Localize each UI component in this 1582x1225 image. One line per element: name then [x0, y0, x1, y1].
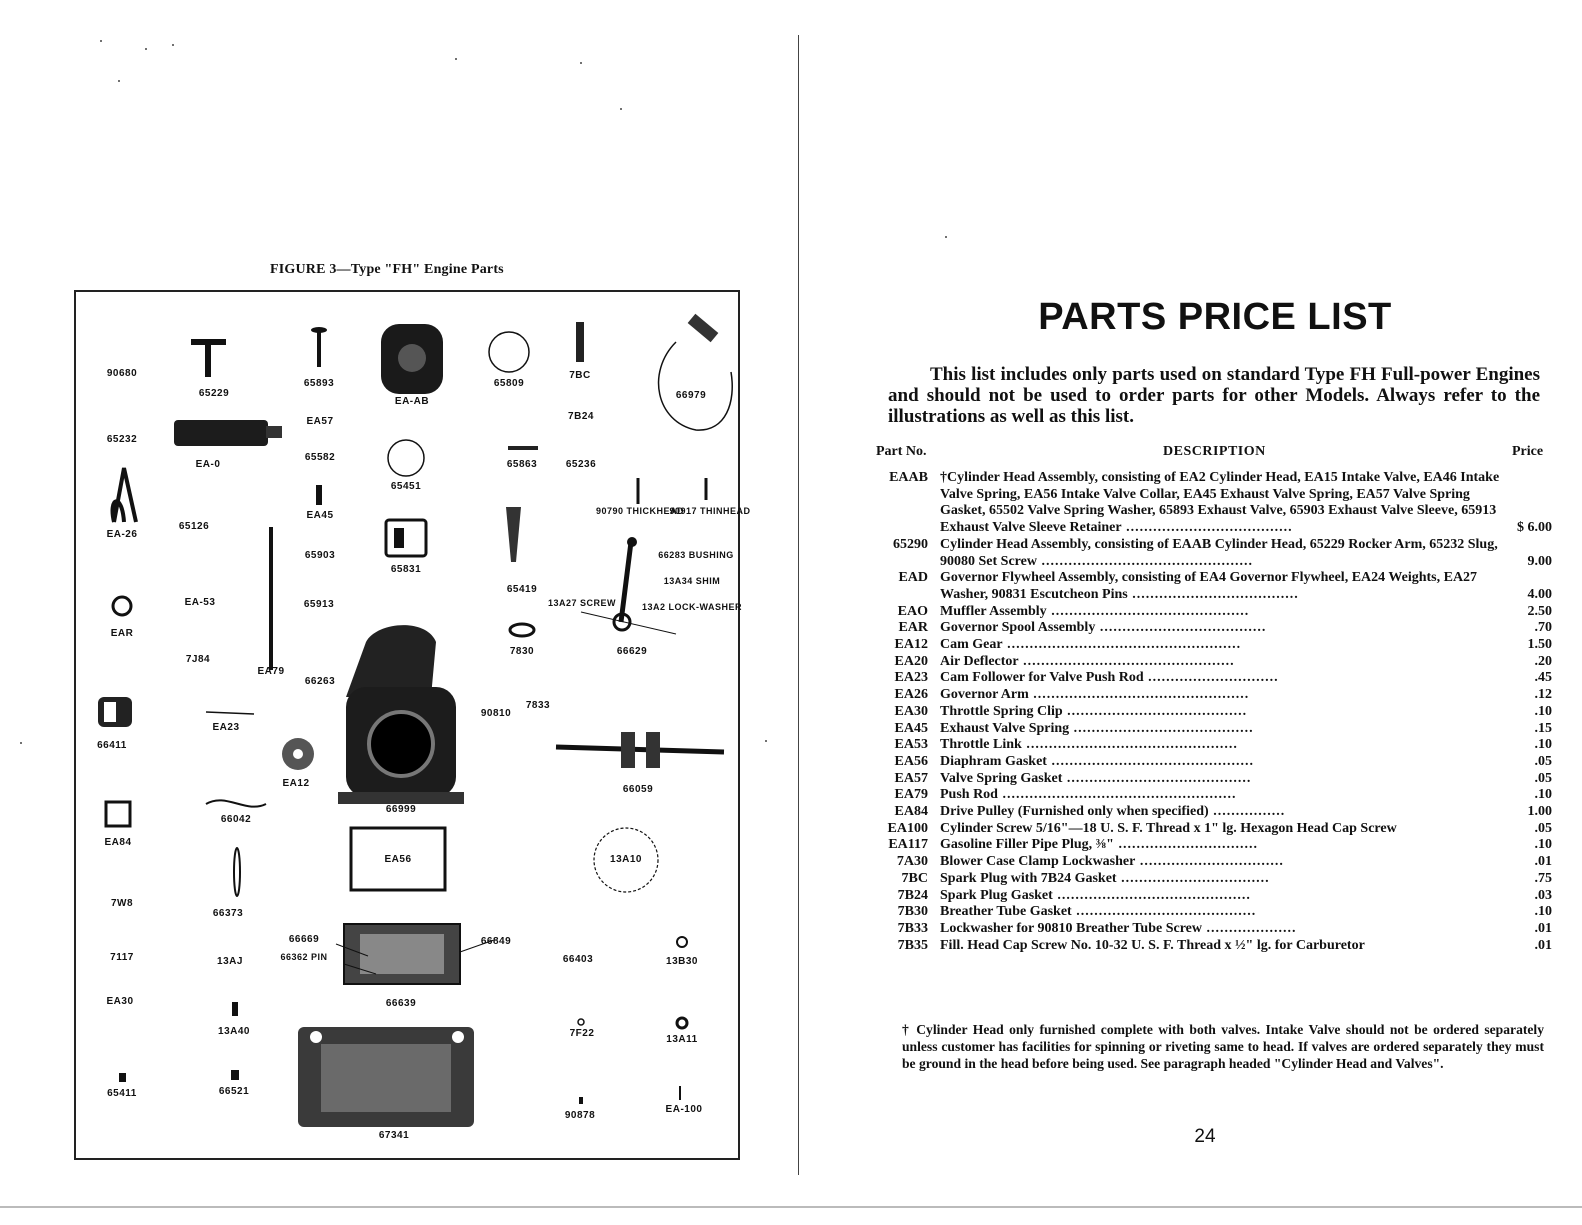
bottom-rule	[0, 1206, 1582, 1208]
table-row	[870, 938, 1552, 955]
part-label: 7833	[525, 700, 551, 711]
part-label: 66411	[97, 740, 127, 751]
part-description: Gasoline Filler Pipe Plug, ⅜" ...............................	[940, 837, 1258, 853]
part-label: EA30	[106, 996, 134, 1007]
column-header-description: DESCRIPTION	[1163, 444, 1266, 459]
part-description: Governor Spool Assembly .....................................	[940, 620, 1267, 636]
part-label: 65903	[304, 550, 336, 561]
part-label: 66263	[304, 676, 336, 687]
part-description: Breather Tube Gasket ........................................	[940, 904, 1257, 920]
part-number: EAD	[898, 570, 928, 586]
part-price: .05	[1534, 753, 1552, 769]
dot-leader: .....................................	[1095, 620, 1267, 636]
part-description: Spark Plug with 7B24 Gasket .................................	[940, 870, 1270, 886]
part-description: Diaphram Gasket .............................................	[940, 753, 1254, 769]
part-description: Lockwasher for 90810 Breather Tube Screw ....................	[940, 920, 1297, 936]
part-price: .75	[1534, 870, 1552, 886]
speck	[20, 742, 22, 744]
table-row	[870, 904, 1552, 921]
speck	[172, 44, 174, 46]
part-label: 66042	[220, 814, 252, 825]
part-price: .70	[1534, 620, 1552, 636]
part-label: 13A34 SHIM	[663, 576, 721, 586]
page-gutter	[798, 35, 799, 1175]
table-row	[870, 537, 1552, 570]
part-label: EA23	[212, 722, 240, 733]
dot-leader: .........................................	[1062, 770, 1252, 786]
part-number: 7B24	[897, 887, 928, 903]
speck	[100, 40, 102, 42]
dot-leader: ....................................................	[1002, 637, 1242, 652]
part-label: 90790 THICKHEAD	[595, 506, 685, 516]
table-row	[870, 620, 1552, 637]
engine-parts-illustration	[76, 292, 738, 1158]
table-row	[870, 654, 1552, 671]
dot-leader: ....................	[1202, 920, 1297, 936]
dot-leader: ....................................................	[997, 787, 1237, 803]
part-number: EAO	[897, 603, 928, 619]
part-label: EA-AB	[394, 396, 430, 407]
part-number: EAR	[898, 620, 928, 636]
part-label: EAR	[110, 628, 134, 639]
table-row	[870, 771, 1552, 788]
dot-leader: ...............................	[1113, 837, 1258, 853]
table-row	[870, 921, 1552, 938]
part-number: 7BC	[901, 870, 928, 886]
part-number: EA23	[894, 670, 928, 686]
dot-leader: ................................................	[1028, 687, 1250, 703]
part-price: .20	[1534, 653, 1552, 669]
part-label: 66059	[622, 784, 654, 795]
table-row	[870, 637, 1552, 654]
part-label: 13A2 LOCK-WASHER	[641, 602, 743, 612]
table-row	[870, 837, 1552, 854]
table-row	[870, 754, 1552, 771]
dot-leader: ...........................................	[1052, 887, 1251, 903]
part-description: Air Deflector ...............................................	[940, 653, 1235, 669]
part-label: 65229	[198, 388, 230, 399]
table-row	[870, 470, 1552, 537]
part-label: 66521	[218, 1086, 250, 1097]
part-label: EA84	[104, 837, 132, 848]
part-number: EA56	[894, 753, 928, 769]
part-label: 66999	[385, 804, 417, 815]
part-price: .10	[1534, 703, 1552, 719]
page-title: PARTS PRICE LIST	[1038, 296, 1392, 338]
table-row	[870, 871, 1552, 888]
dot-leader: ...............................................	[1021, 737, 1238, 753]
part-number: EA100	[887, 820, 928, 836]
part-description: Valve Spring Gasket .........................................	[940, 770, 1252, 786]
part-label: 7BC	[569, 370, 591, 381]
part-label: 65893	[303, 378, 335, 389]
part-number: EA79	[894, 787, 928, 803]
part-price: .45	[1534, 670, 1552, 686]
part-label: 66979	[675, 390, 707, 401]
part-price: .05	[1534, 820, 1552, 836]
part-label: EA-53	[184, 597, 216, 608]
part-price: .01	[1534, 854, 1552, 870]
dot-leader: ........................................	[1062, 703, 1248, 719]
part-label: 66362 PIN	[280, 952, 328, 962]
dot-leader: ........................................	[1069, 720, 1254, 736]
dot-leader: .............................................	[1046, 753, 1254, 769]
part-number: EA53	[894, 737, 928, 753]
speck	[455, 58, 457, 60]
part-label: 66639	[385, 998, 417, 1009]
part-label: EA79	[257, 666, 285, 677]
dot-leader: ...............................................	[1036, 553, 1253, 569]
page-number: 24	[1194, 1126, 1216, 1147]
table-row	[870, 687, 1552, 704]
part-description: Governor Flywheel Assembly, consisting of EA4 Governor Flywheel, EA24 Weights, EA27 Washer, 90831 Escutcheon Pins .....................................	[940, 570, 1478, 602]
table-row	[870, 737, 1552, 754]
part-label: EA12	[282, 778, 310, 789]
part-number: EA57	[894, 770, 928, 786]
part-price: .10	[1534, 737, 1552, 753]
part-description: Cylinder Screw 5/16"—18 U. S. F. Thread x 1" lg. Hexagon Head Cap Screw	[940, 820, 1397, 836]
dot-leader: .....................................	[1121, 520, 1293, 536]
part-label: 65411	[107, 1088, 137, 1099]
part-label: 7F22	[569, 1028, 595, 1039]
part-label: EA45	[306, 510, 334, 521]
part-label: 66629	[616, 646, 648, 657]
part-label: 13A40	[218, 1026, 250, 1037]
part-label: 65913	[303, 599, 335, 610]
part-label: 7B24	[568, 411, 594, 422]
part-number: 7B30	[897, 904, 928, 920]
part-number: EA84	[894, 804, 928, 820]
part-description: Push Rod ....................................................	[940, 787, 1237, 803]
part-label: 65582	[304, 452, 336, 463]
part-description: Drive Pulley (Furnished only when specified) ................	[940, 804, 1286, 820]
part-label: 13A11	[666, 1034, 698, 1045]
part-price: .05	[1534, 770, 1552, 786]
part-label: 7W8	[110, 898, 134, 909]
price-table	[870, 470, 1552, 954]
part-description: Muffler Assembly ............................................	[940, 603, 1250, 619]
dot-leader: .....................................	[1127, 586, 1299, 602]
part-number: EA26	[894, 687, 928, 703]
table-row	[870, 704, 1552, 721]
figure-caption: FIGURE 3—Type "FH" Engine Parts	[270, 262, 504, 277]
table-row	[870, 888, 1552, 905]
part-label: 65236	[565, 459, 597, 470]
part-price: .01	[1534, 937, 1552, 953]
table-row	[870, 804, 1552, 821]
part-price: 1.50	[1527, 637, 1552, 652]
part-label: 7117	[110, 952, 134, 963]
part-price: 2.50	[1527, 603, 1552, 619]
part-price: .10	[1534, 904, 1552, 920]
part-label: 66373	[212, 908, 244, 919]
part-number: EA20	[894, 653, 928, 669]
part-label: 65126	[178, 521, 210, 532]
part-label: 65831	[390, 564, 422, 575]
part-number: 7A30	[896, 854, 928, 870]
part-price: .12	[1534, 687, 1552, 703]
part-number: EA30	[894, 703, 928, 719]
part-label: 66283 BUSHING	[658, 550, 734, 560]
footnote: † Cylinder Head only furnished complete with both valves. Intake Valve should not be ordered separately unless customer has facilities for spinning or riveting same to head. If valves are ordered separately they must be ground in the head before being used. See paragraph headed "Cylinder Head and Valves".	[902, 1022, 1544, 1071]
part-description: Spark Plug Gasket ...........................................	[940, 887, 1251, 903]
part-price: .01	[1534, 920, 1552, 936]
part-label: 7J84	[185, 654, 211, 665]
part-label: 13A27 SCREW	[547, 598, 617, 608]
table-row	[870, 604, 1552, 621]
dot-leader: .............................	[1143, 670, 1279, 686]
part-label: EA56	[384, 854, 412, 865]
part-label: 90917 THINHEAD	[669, 506, 751, 516]
part-label: 66669	[288, 934, 320, 945]
part-description: Cam Follower for Valve Push Rod .............................	[940, 670, 1279, 686]
part-description: Exhaust Valve Spring ........................................	[940, 720, 1254, 736]
part-label: 65809	[493, 378, 525, 389]
dot-leader: ............................................	[1046, 603, 1250, 619]
part-number: EA12	[894, 637, 928, 652]
speck	[620, 108, 622, 110]
speck	[945, 236, 947, 238]
table-row	[870, 787, 1552, 804]
part-label: EA-100	[665, 1104, 703, 1115]
part-label: 90680	[106, 368, 138, 379]
dot-leader: .................................	[1116, 870, 1270, 886]
speck	[145, 48, 147, 50]
table-row	[870, 570, 1552, 603]
part-number: 7B35	[897, 937, 928, 953]
part-price: .10	[1534, 787, 1552, 803]
part-label: 13A10	[610, 854, 642, 865]
table-row	[870, 821, 1552, 838]
dot-leader: ........................................	[1071, 904, 1257, 920]
part-number: 65290	[893, 536, 928, 552]
part-price: $ 6.00	[1517, 520, 1552, 536]
part-label: 66403	[562, 954, 594, 965]
intro-paragraph: This list includes only parts used on standard Type FH Full-power Engines and should not be used to order parts for other Models. Always refer to the illustrations as well as this list.	[888, 364, 1540, 427]
part-description: Fill. Head Cap Screw No. 10-32 U. S. F. Thread x ½" lg. for Carburetor	[940, 937, 1365, 953]
part-label: 66849	[480, 936, 512, 947]
part-number: EAAB	[889, 470, 928, 485]
part-price: .10	[1534, 837, 1552, 853]
column-header-price: Price	[1512, 444, 1544, 459]
part-number: EA45	[894, 720, 928, 736]
part-description: Cam Gear ....................................................	[940, 637, 1242, 652]
column-header-part-no: Part No.	[876, 444, 927, 459]
part-number: 7B33	[897, 920, 928, 936]
part-price: 9.00	[1527, 553, 1552, 569]
part-label: 7830	[509, 646, 535, 657]
part-label: 65232	[106, 434, 138, 445]
part-description: Cylinder Head Assembly, consisting of EAAB Cylinder Head, 65229 Rocker Arm, 65232 Slug, 90080 Set Screw ...............................................	[940, 536, 1498, 569]
part-description: Blower Case Clamp Lockwasher ................................	[940, 854, 1284, 870]
part-label: 65451	[390, 481, 422, 492]
speck	[118, 80, 120, 82]
part-label: 67341	[378, 1130, 410, 1141]
part-price: 4.00	[1527, 586, 1552, 602]
speck	[580, 62, 582, 64]
part-description: †Cylinder Head Assembly, consisting of EA2 Cylinder Head, EA15 Intake Valve, EA46 Intake Valve Spring, EA56 Intake Valve Collar, EA45 Exhaust Valve Spring, EA57 Valve Spring Gasket, 65502 Valve Spring Washer, 65893 Exhaust Valve, 65903 Exhaust Valve Sleeve, 65913 Exhaust Valve Sleeve Retainer .....................................	[940, 470, 1500, 536]
part-label: EA57	[306, 416, 334, 427]
part-description: Throttle Link ...............................................	[940, 737, 1238, 753]
dot-leader: ...............................................	[1018, 653, 1235, 669]
part-label: 65419	[506, 584, 538, 595]
part-label: 13B30	[666, 956, 698, 967]
speck	[765, 740, 767, 742]
part-price: .03	[1534, 887, 1552, 903]
table-row	[870, 854, 1552, 871]
part-label: EA-26	[106, 529, 138, 540]
part-label: 13AJ	[217, 956, 243, 967]
table-row	[870, 670, 1552, 687]
figure-frame	[74, 290, 751, 1160]
part-price: 1.00	[1527, 804, 1552, 820]
dot-leader: ................................	[1135, 854, 1284, 870]
part-label: 65863	[506, 459, 538, 470]
dot-leader: ................	[1208, 804, 1286, 820]
part-label: 90878	[564, 1110, 596, 1121]
part-description: Governor Arm ................................................	[940, 687, 1250, 703]
part-label: 90810	[480, 708, 512, 719]
part-price: .15	[1534, 720, 1552, 736]
part-description: Throttle Spring Clip ........................................	[940, 703, 1248, 719]
part-label: EA-0	[195, 459, 221, 470]
part-number: EA117	[888, 837, 928, 853]
table-row	[870, 721, 1552, 738]
